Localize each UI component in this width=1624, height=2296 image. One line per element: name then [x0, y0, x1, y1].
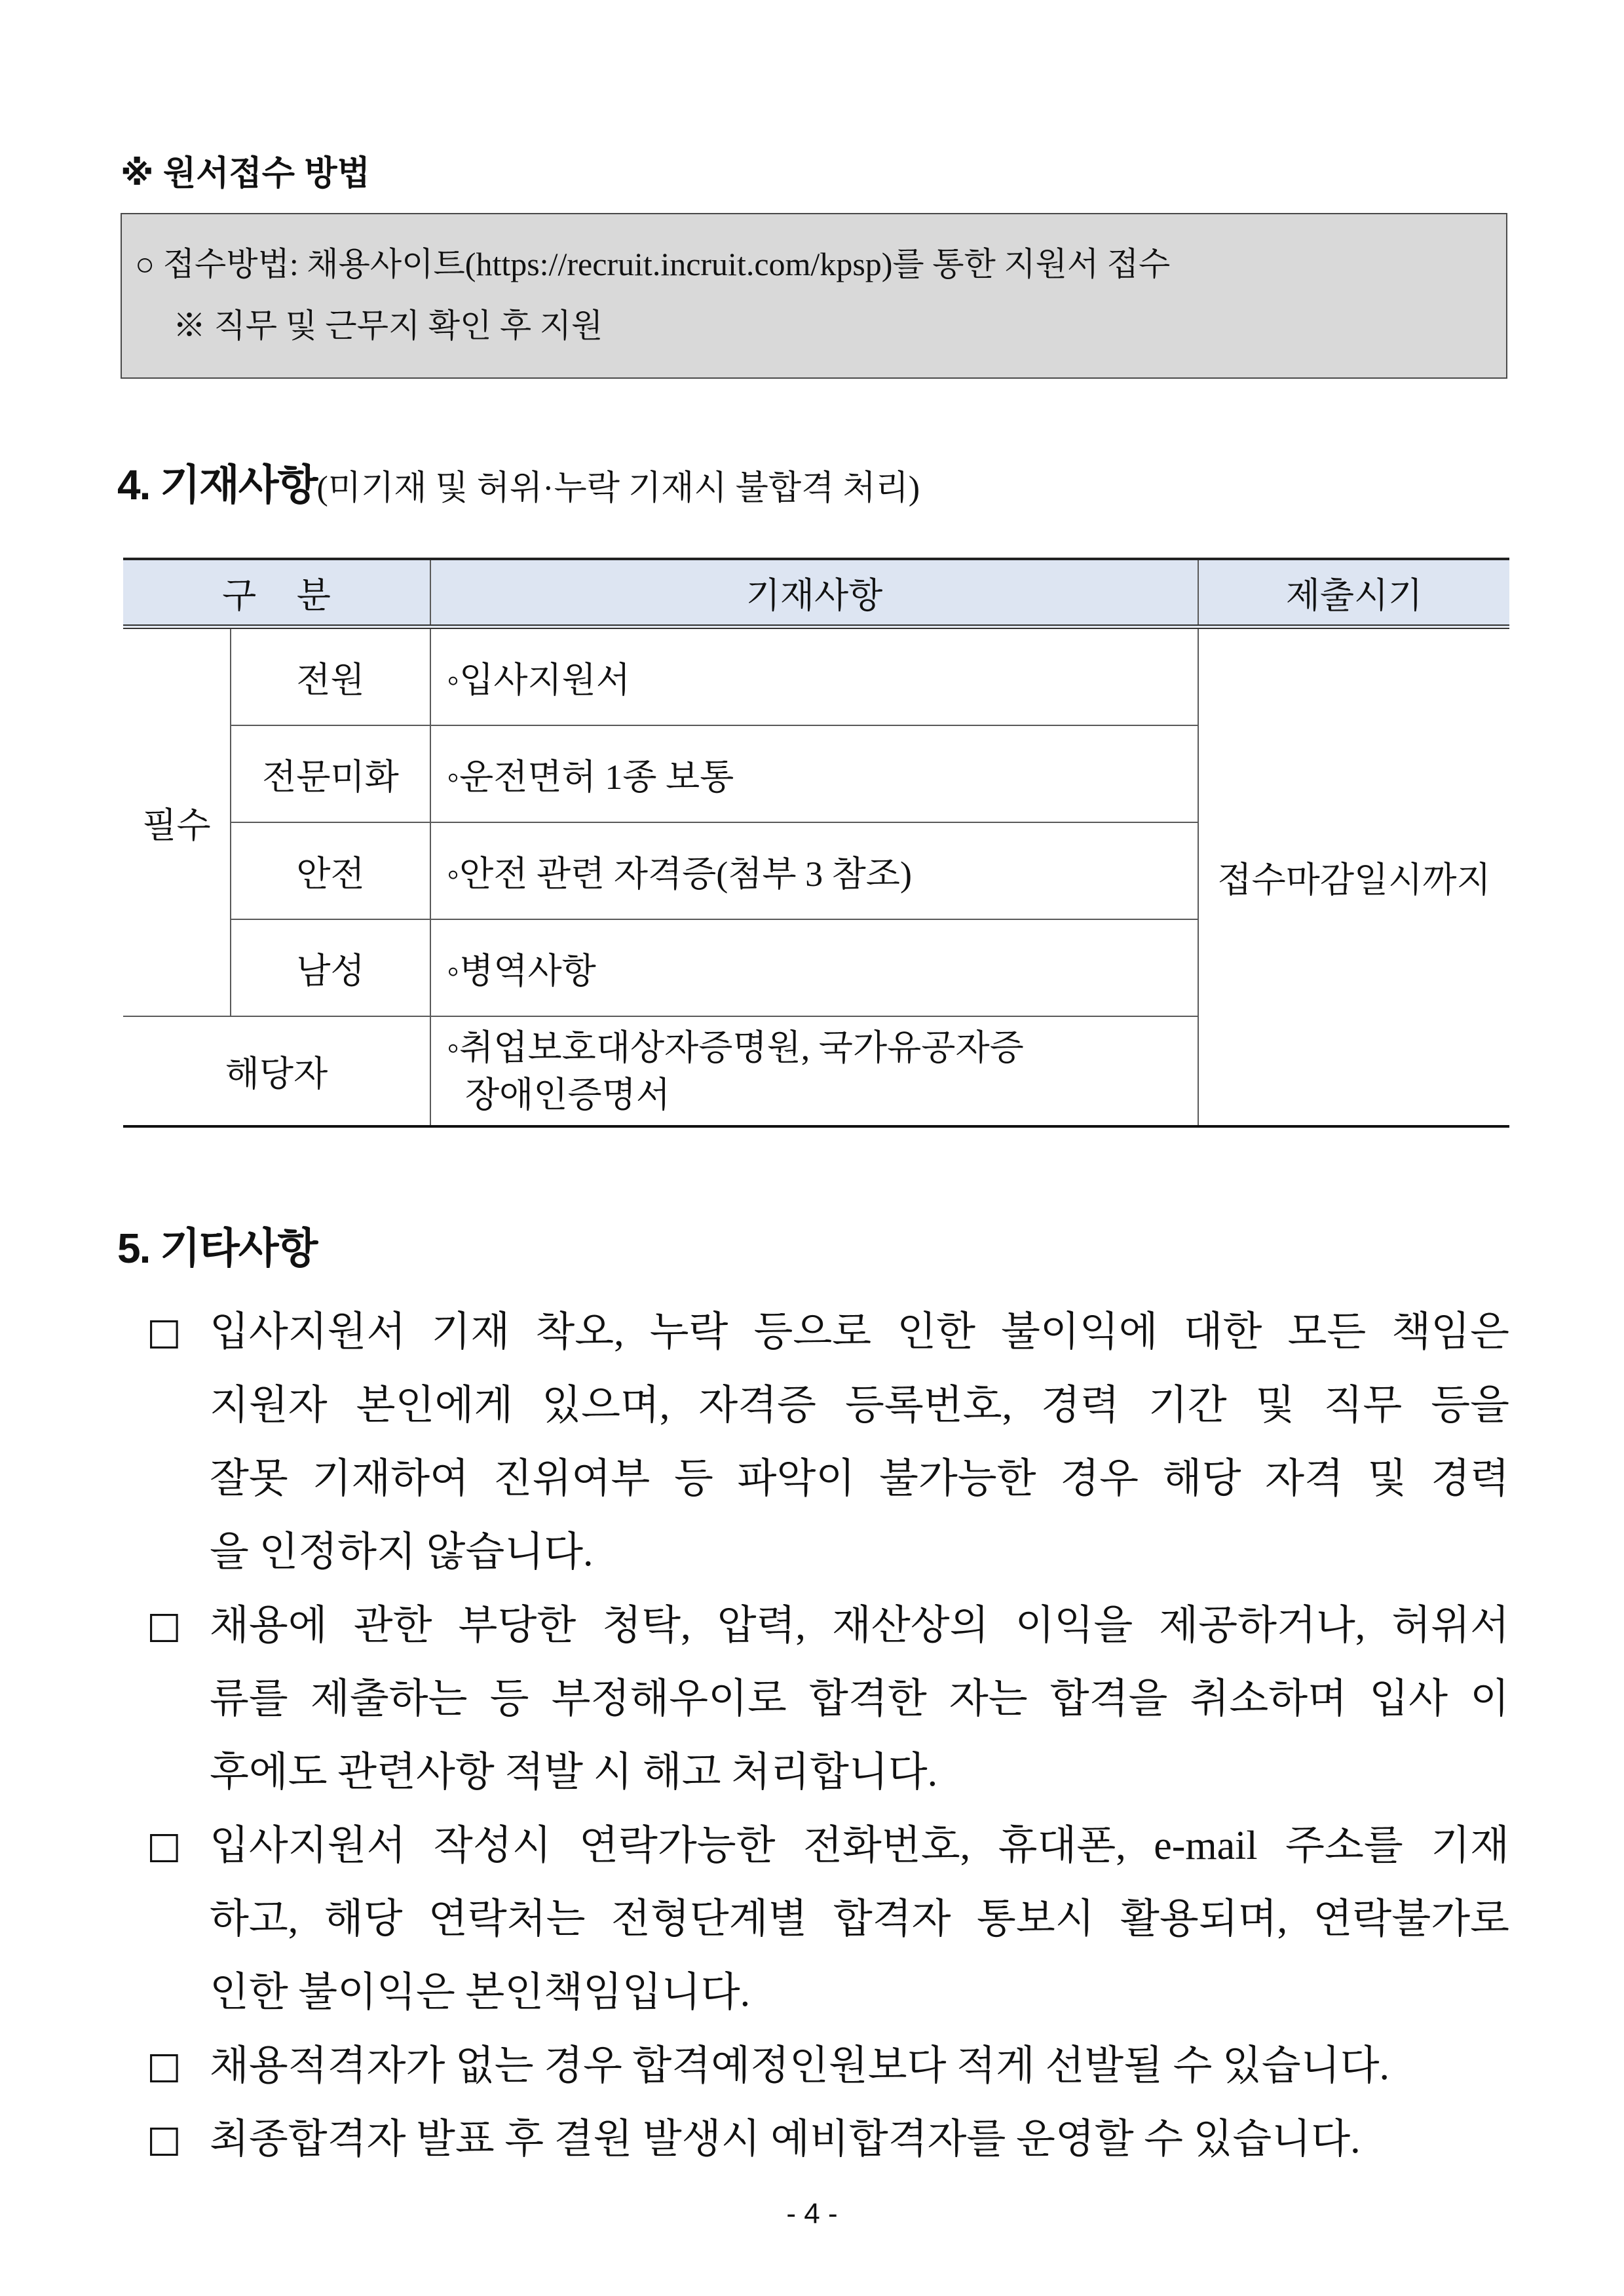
notice-line: 지원자 본인에게 있으며, 자격증 등록번호, 경력 기간 및 직무 등을	[210, 1383, 1509, 1428]
table-header-row	[123, 559, 1509, 627]
square-bullet-icon: □	[147, 1311, 181, 1353]
applicable-item-line: 장애인증명서	[465, 1075, 670, 1115]
applicable-item-line: ◦취업보호대상자증명원, 국가유공자증	[447, 1027, 1024, 1067]
applicable-items	[430, 1016, 1198, 1126]
row-target: 전문미화	[231, 725, 430, 822]
notice-line: 류를 제출하는 등 부정해우이로 합격한 자는 합격을 취소하며 입사 이	[210, 1677, 1509, 1721]
notice-line: 을 인정하지 않습니다.	[210, 1530, 594, 1575]
notice-item	[147, 2103, 1509, 2176]
square-bullet-icon: □	[147, 1604, 181, 1647]
row-item: ◦안전 관련 자격증(첨부 3 참조)	[430, 822, 1198, 919]
notice-item	[147, 1809, 1509, 2029]
application-method-text: ○ 접수방법: 채용사이트(https://recruit.incruit.com/kpsp)를 통한 지원서 접수	[135, 246, 1171, 282]
square-bullet-icon: □	[147, 2044, 181, 2087]
notice-line: 인한 불이익은 본인책임입니다.	[210, 1970, 751, 2015]
application-method-remark: ※ 직무 및 근무지 확인 후 지원	[173, 307, 603, 344]
notice-line: 하고, 해당 연락처는 전형단계별 합격자 통보시 활용되며, 연락불가로	[210, 1897, 1509, 1942]
table-row	[123, 627, 1509, 726]
notice-line: 입사지원서 작성시 연락가능한 전화번호, 휴대폰, e-mail 주소를 기재	[210, 1824, 1509, 1868]
notice-line: 입사지원서 기재 착오, 누락 등으로 인한 불이익에 대한 모든 책임은	[210, 1310, 1509, 1354]
square-bullet-icon: □	[147, 2118, 181, 2160]
notice-item	[147, 1589, 1509, 1809]
notice-line: 후에도 관련사항 적발 시 해고 처리합니다.	[210, 1750, 938, 1795]
row-item: ◦병역사항	[430, 919, 1198, 1016]
row-target: 전원	[231, 627, 430, 726]
section-5-title: 5. 기타사항	[117, 1225, 317, 1272]
section-4-title: 4. 기재사항	[117, 461, 317, 508]
notice-line: 채용에 관한 부당한 청탁, 압력, 재산상의 이익을 제공하거나, 허위서	[210, 1603, 1509, 1648]
header-items: 기재사항	[430, 559, 1198, 627]
application-method-box	[121, 213, 1507, 379]
page-number: - 4 -	[786, 2198, 838, 2230]
notice-line: 잘못 기재하여 진위여부 등 파악이 불가능한 경우 해당 자격 및 경력	[210, 1457, 1509, 1501]
submission-documents-table	[123, 558, 1509, 1128]
applicable-label: 해당자	[123, 1016, 430, 1126]
row-target: 안전	[231, 822, 430, 919]
row-item: ◦운전면허 1종 보통	[430, 725, 1198, 822]
section-4-heading	[117, 453, 920, 528]
required-label: 필수	[123, 627, 231, 1017]
header-category: 구 분	[123, 559, 430, 627]
application-method-title: ※ 원서접수 방법	[121, 155, 370, 193]
square-bullet-icon: □	[147, 1824, 181, 1867]
notice-list	[147, 1295, 1509, 2176]
section-5-heading	[117, 1217, 316, 1292]
row-item: ◦입사지원서	[430, 627, 1198, 726]
header-deadline: 제출시기	[1198, 559, 1509, 627]
submission-deadline: 접수마감일시까지	[1198, 627, 1509, 1127]
notice-item	[147, 1295, 1509, 1589]
notice-line: 최종합격자 발표 후 결원 발생시 예비합격자를 운영할 수 있습니다.	[210, 2117, 1361, 2162]
section-4-subtitle: (미기재 및 허위·누락 기재시 불합격 처리)	[316, 470, 920, 507]
row-target: 남성	[231, 919, 430, 1016]
notice-item	[147, 2029, 1509, 2103]
notice-line: 채용적격자가 없는 경우 합격예정인원보다 적게 선발될 수 있습니다.	[210, 2044, 1389, 2088]
